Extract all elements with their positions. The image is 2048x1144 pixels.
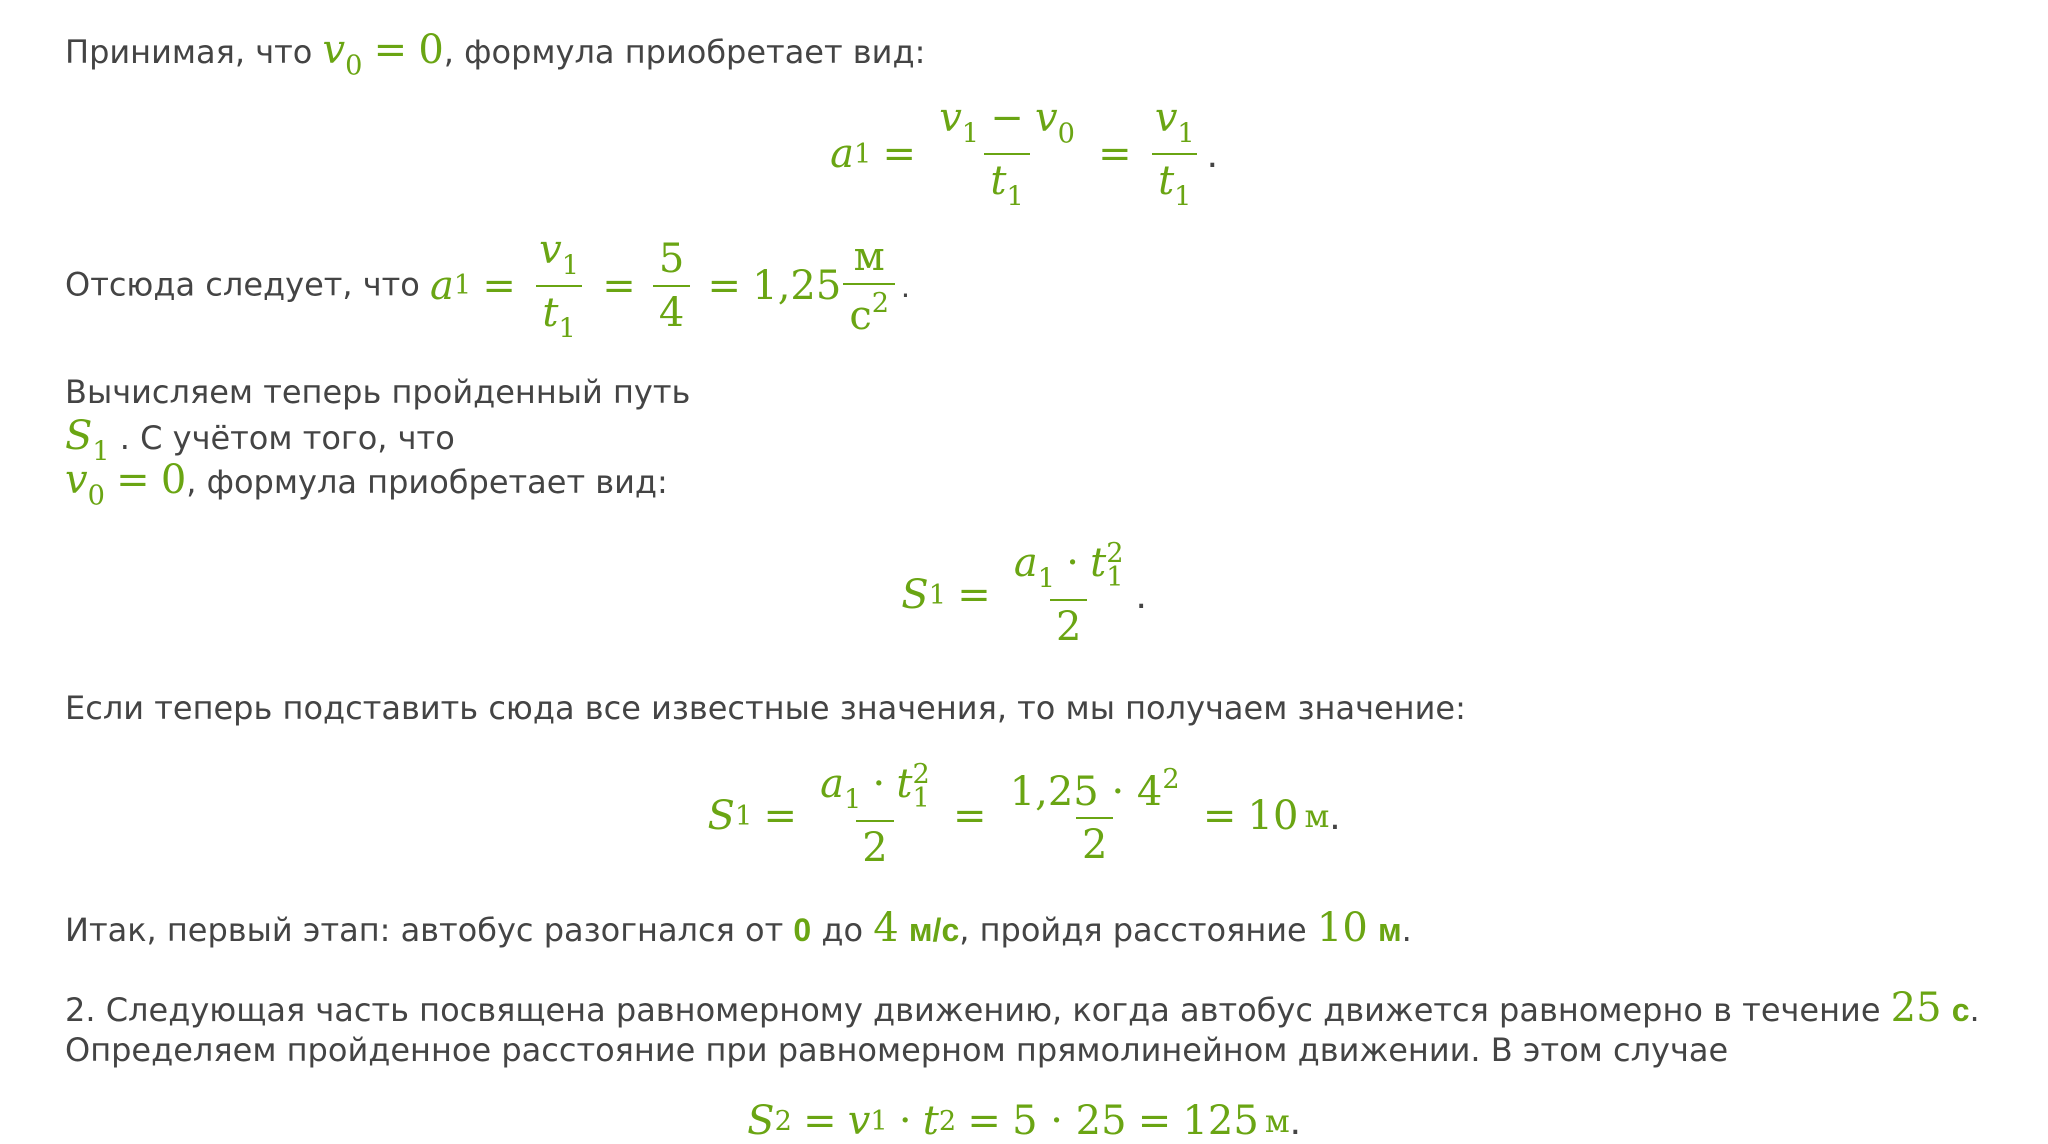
text: , пройдя расстояние: [959, 911, 1317, 949]
sub: 1: [1006, 181, 1024, 213]
var: v: [65, 457, 88, 503]
numerator: 1,25 · 4: [1009, 768, 1163, 815]
text: 2. Следующая часть посвящена равномерному движению, когда автобус движется равномерно в течение: [65, 991, 1891, 1029]
sub: 1: [558, 313, 576, 345]
sup: 2: [912, 758, 930, 790]
sub: 1: [1106, 562, 1124, 594]
var: t: [542, 290, 559, 337]
eq: =: [952, 793, 987, 839]
sup: 2: [871, 287, 890, 319]
var: S: [65, 413, 93, 459]
paragraph-uniform-motion-line1: [65, 986, 1980, 1032]
text: .: [1969, 991, 1980, 1029]
paragraph-stage-one-summary: [65, 906, 1412, 952]
text: . С учётом того, что: [109, 419, 455, 457]
sub: 1: [1177, 118, 1195, 150]
var: t: [1158, 158, 1175, 204]
text: , формула приобретает вид:: [186, 463, 668, 501]
mul: ·: [872, 761, 886, 808]
lhs: a: [430, 263, 454, 310]
formula-s1-definition: [0, 536, 2048, 654]
lhs: S: [707, 793, 735, 839]
sub: 1: [961, 118, 980, 150]
sub: 1: [561, 250, 580, 282]
value-time: 25: [1890, 985, 1942, 1031]
sub: 1: [853, 138, 872, 170]
var: t: [1090, 540, 1107, 587]
paragraph-uniform-motion-line2: [65, 1028, 1728, 1072]
fraction: [1008, 537, 1130, 650]
condition-v0-math: [65, 457, 187, 512]
unit-time: с: [1951, 992, 1970, 1028]
eq: =: [116, 457, 150, 503]
eq: =: [1202, 793, 1237, 839]
sub: 1: [844, 784, 862, 816]
period: .: [901, 268, 910, 305]
numerator: 5: [658, 236, 685, 283]
value-distance: 10: [1316, 905, 1368, 951]
sub: 1: [734, 800, 753, 832]
eq: =: [373, 27, 408, 73]
unit-distance: м: [1377, 912, 1402, 948]
sub: 1: [453, 270, 472, 302]
period: .: [1329, 793, 1341, 838]
var: a: [820, 761, 844, 808]
unit: с: [849, 292, 872, 339]
text: , формула приобретает вид:: [443, 33, 926, 71]
result: 125: [1182, 1098, 1259, 1144]
sub: 1: [870, 1105, 888, 1137]
lhs: S: [901, 572, 929, 618]
fraction: [933, 96, 1081, 213]
sub: 1: [928, 579, 947, 611]
text: Итак, первый этап: автобус разогнался от: [65, 911, 794, 949]
formula-s1-value: [0, 756, 2048, 876]
formula-s2-value: [0, 1098, 2048, 1144]
inline-formula-a1: [430, 228, 910, 345]
var: v: [939, 94, 962, 141]
expression: 5 · 25: [1012, 1098, 1127, 1144]
period: .: [1289, 1098, 1301, 1143]
sub: 1: [1174, 181, 1192, 213]
var: t: [922, 1098, 939, 1144]
var: v: [1035, 94, 1058, 141]
text: .: [1401, 911, 1412, 949]
text: Если теперь подставить сюда все известные значения, то мы получаем значение:: [65, 689, 1466, 727]
unit-numerator: м: [853, 233, 885, 280]
var: a: [1013, 540, 1038, 587]
val: 0: [160, 457, 187, 503]
var: v: [1154, 94, 1178, 141]
lhs: S: [747, 1098, 775, 1144]
eq: =: [803, 1098, 837, 1144]
sub: 0: [1057, 118, 1075, 150]
value-speed: 4: [873, 905, 899, 951]
text: до: [811, 911, 874, 949]
denominator: 2: [1076, 817, 1113, 867]
fraction: [653, 237, 690, 335]
sub: 1: [92, 436, 110, 468]
denominator: 4: [653, 285, 690, 335]
condition-v0-math: [322, 27, 444, 82]
sup: 2: [1162, 763, 1180, 795]
unit: м: [1264, 1102, 1290, 1140]
text: Принимая, что: [65, 33, 323, 71]
unit-speed: м/с: [908, 912, 960, 948]
eq: =: [763, 793, 797, 839]
fraction: [1149, 96, 1201, 213]
eq: =: [1098, 131, 1132, 177]
paragraph-path-line1: [65, 370, 690, 414]
var: t: [896, 761, 913, 808]
eq: =: [882, 131, 916, 177]
unit-fraction: [843, 235, 895, 338]
mul: ·: [1066, 540, 1079, 587]
value-from: 0: [793, 912, 812, 948]
text: Определяем пройденное расстояние при равномерном прямолинейном движении. В этом случае: [65, 1031, 1729, 1069]
sub: 0: [345, 50, 363, 82]
eq: =: [957, 572, 991, 618]
lhs: a: [830, 131, 854, 177]
text: Отсюда следует, что: [65, 265, 431, 304]
val: 0: [418, 27, 444, 73]
eq: =: [602, 263, 636, 310]
sub: 1: [912, 783, 930, 815]
paragraph-substitute: [65, 686, 1466, 730]
minus: −: [990, 94, 1024, 141]
unit: м: [1304, 797, 1330, 835]
denominator: 2: [1050, 599, 1087, 649]
eq: =: [1137, 1098, 1172, 1144]
denominator: 2: [856, 820, 893, 870]
fraction: [814, 758, 936, 871]
var: t: [990, 158, 1007, 204]
paragraph-path-line3: [65, 458, 668, 518]
paragraph-assume-v0: [65, 28, 925, 88]
sub: 2: [938, 1105, 957, 1137]
result: 10: [1247, 793, 1299, 839]
sup: 2: [1106, 537, 1124, 569]
var: v: [322, 27, 346, 73]
period: .: [1206, 131, 1218, 176]
sub: 0: [87, 480, 105, 512]
var: v: [539, 227, 562, 273]
text: Вычисляем теперь пройденный путь: [65, 373, 691, 411]
formula-a1-definition: [0, 94, 2048, 213]
eq: =: [707, 263, 742, 310]
var: v: [847, 1098, 871, 1144]
sub: 2: [774, 1105, 792, 1137]
fraction: [533, 228, 585, 345]
period: .: [1135, 572, 1147, 617]
paragraph-a1-value: [65, 227, 910, 345]
eq: =: [967, 1098, 1001, 1144]
sub: 1: [1037, 563, 1056, 595]
mul: ·: [898, 1098, 912, 1144]
result: 1,25: [752, 263, 842, 310]
eq: =: [482, 263, 516, 310]
fraction: [1004, 765, 1186, 868]
